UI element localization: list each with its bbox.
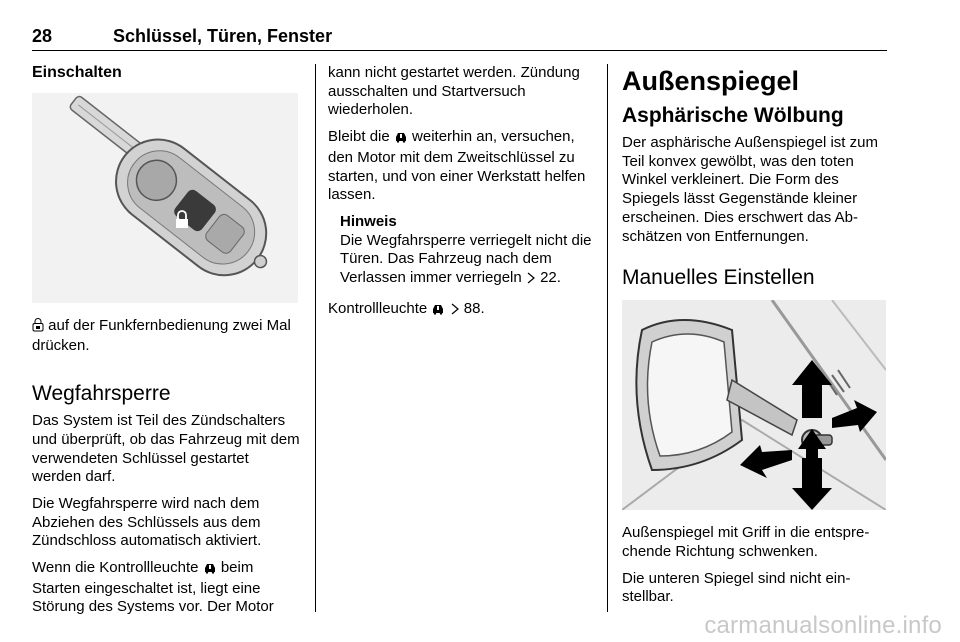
heading-asphaerische-woelbung: Asphärische Wölbung (622, 104, 844, 127)
heading-manuelles-einstellen: Manuelles Einstellen (622, 266, 815, 290)
watermark-text: carmanualsonline.info (704, 612, 942, 639)
padlock-button-icon (32, 318, 44, 338)
note-text (340, 232, 596, 290)
note-box (340, 213, 596, 290)
heading-aussenspiegel: Außenspiegel (622, 66, 800, 96)
note-title: Hinweis (340, 212, 397, 230)
column-1 (32, 64, 302, 625)
page-reference[interactable]: 88 (463, 299, 481, 317)
paragraph-text: Bleibt die (328, 128, 394, 146)
paragraph: Außenspiegel mit Griff in die entsprechende Richtung schwenken. (622, 524, 870, 560)
paragraph-text: weiterhin an, versuchen, den Motor mit dem Zweitschlüssel zu starten, und von einer Werkstatt helfen lassen. (328, 128, 586, 204)
paragraph-text-end: . (480, 299, 485, 317)
fob-instruction-text: auf der Funkfernbedienung zwei Mal drücken. (32, 316, 291, 355)
column-divider (607, 64, 608, 612)
chapter-title: Schlüssel, Türen, Fenster (113, 26, 333, 46)
car-key-warning-icon (203, 561, 217, 580)
paragraph: Der asphärische Außenspiegel ist zum Teil konvex gewölbt, was den toten Winkel verkleinert. Die Form des Spiegels lässt Gegenstände kleiner erscheinen. Dies erschwert das Abschätzen von Entfernungen. (622, 134, 878, 245)
column-divider (315, 64, 316, 612)
car-key-warning-icon (394, 130, 408, 149)
page-header (32, 26, 887, 51)
car-key-warning-icon (431, 302, 445, 321)
paragraph: Die unteren Spiegel sind nicht einstellbar. (622, 569, 851, 606)
paragraph-text: Wenn die Kontrollleuchte (32, 559, 203, 577)
paragraph (328, 128, 596, 205)
key-fob-figure (32, 93, 298, 303)
mirror-adjustment-figure (622, 300, 886, 510)
page-reference-arrow-icon (526, 271, 536, 290)
page-reference-arrow-icon (450, 302, 460, 321)
column-2 (328, 64, 596, 328)
key-fob-illustration (32, 93, 298, 303)
fob-instruction (32, 317, 302, 356)
paragraph: Die Wegfahrsperre wird nach dem Abziehen des Schlüssels aus dem Zündschloss automatisch aktiviert. (32, 494, 262, 550)
page-reference[interactable]: 22 (540, 269, 557, 287)
paragraph (32, 559, 302, 617)
paragraph: kann nicht gestartet werden. Zündung ausschalten und Startversuch wiederholen. (328, 64, 580, 119)
paragraph-text: beim Starten eingeschaltet ist, liegt eine Störung des Systems vor. Der Motor (32, 559, 274, 616)
column-3 (622, 64, 890, 615)
note-text-body: Die Wegfahrsperre verriegelt nicht die Türen. Das Fahrzeug nach dem Verlassen immer verriegeln (340, 231, 592, 287)
paragraph-text: Kontrollleuchte (328, 299, 432, 317)
paragraph: Das System ist Teil des Zündschalters und überprüft, ob das Fahrzeug mit dem verwendeten Schlüssel gestartet werden darf. (32, 412, 300, 486)
note-text-end: . (556, 269, 561, 287)
heading-wegfahrsperre: Wegfahrsperre (32, 382, 171, 406)
mirror-illustration (622, 300, 886, 510)
page-number: 28 (32, 26, 53, 46)
heading-einschalten: Einschalten (32, 64, 122, 81)
paragraph (328, 300, 596, 321)
